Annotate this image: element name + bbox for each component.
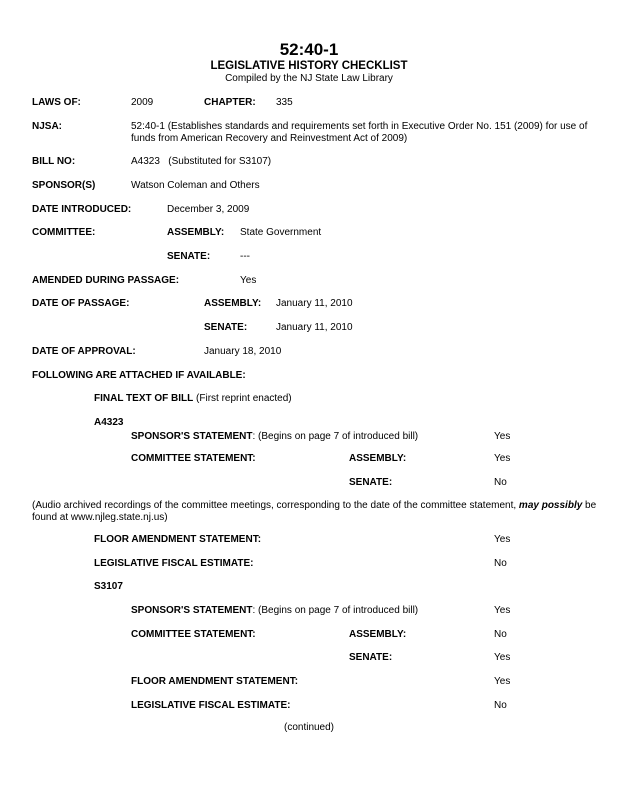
audio-note-pre: (Audio archived recordings of the committee meetings, corresponding to the date of the committee statement,	[32, 500, 519, 511]
a4323-fiscal-value: No	[494, 558, 507, 569]
final-text-note: (First reprint enacted)	[193, 393, 292, 404]
a4323-committee-label: COMMITTEE STATEMENT:	[131, 453, 256, 464]
s3107-fiscal-label: LEGISLATIVE FISCAL ESTIMATE:	[131, 700, 291, 711]
laws-of-value: 2009	[131, 97, 154, 108]
a4323-sponsor-value: Yes	[494, 431, 511, 442]
continued-note: (continued)	[283, 722, 335, 733]
committee-label: COMMITTEE:	[32, 227, 96, 238]
passage-assembly-value: January 11, 2010	[276, 298, 353, 309]
njsa-value: 52:40-1 (Establishes standards and requirements set forth in Executive Order No. 151 (2009) for use of funds from American Recovery and Reinvestment Act of 2009)	[131, 121, 588, 144]
amended-value: Yes	[240, 275, 257, 286]
a4323-assembly-label: ASSEMBLY:	[349, 453, 407, 464]
final-text-label: FINAL TEXT OF BILL	[94, 393, 194, 404]
a4323-assembly-value: Yes	[494, 453, 511, 464]
s3107-sponsor-value: Yes	[494, 605, 511, 616]
a4323-sponsor-note: : (Begins on page 7 of introduced bill)	[252, 431, 419, 442]
s3107-floor-value: Yes	[494, 676, 511, 687]
sponsors-value: Watson Coleman and Others	[131, 180, 260, 191]
committee-senate-value: ---	[240, 251, 250, 262]
date-introduced-value: December 3, 2009	[167, 204, 250, 215]
s3107-floor-label: FLOOR AMENDMENT STATEMENT:	[131, 676, 299, 687]
chapter-label: CHAPTER:	[204, 97, 256, 108]
attached-heading: FOLLOWING ARE ATTACHED IF AVAILABLE:	[32, 370, 246, 381]
approval-value: January 18, 2010	[204, 346, 282, 357]
s3107-sponsor-statement	[131, 605, 418, 617]
audio-note-post: be found at www.njleg.state.nj.us)	[32, 500, 597, 523]
document-subtitle: Compiled by the NJ State Law Library	[225, 73, 393, 84]
s3107-sponsor-note: : (Begins on page 7 of introduced bill)	[252, 605, 419, 616]
bill-no-value: A4323 (Substituted for S3107)	[131, 156, 272, 167]
a4323-bill-label: A4323	[94, 417, 124, 428]
passage-senate-label: SENATE:	[204, 322, 248, 333]
a4323-floor-value: Yes	[494, 534, 511, 545]
final-text-line	[94, 393, 292, 405]
s3107-senate-label: SENATE:	[349, 652, 393, 663]
s3107-sponsor-label: SPONSOR'S STATEMENT	[131, 605, 253, 616]
committee-assembly-label: ASSEMBLY:	[167, 227, 225, 238]
a4323-sponsor-statement	[131, 431, 418, 443]
bill-no-label: BILL NO:	[32, 156, 76, 167]
s3107-assembly-value: No	[494, 629, 507, 640]
passage-assembly-label: ASSEMBLY:	[204, 298, 262, 309]
njsa-label: NJSA:	[32, 121, 63, 132]
amended-label: AMENDED DURING PASSAGE:	[32, 275, 180, 286]
s3107-senate-value: Yes	[494, 652, 511, 663]
s3107-assembly-label: ASSEMBLY:	[349, 629, 407, 640]
s3107-fiscal-value: No	[494, 700, 507, 711]
a4323-sponsor-label: SPONSOR'S STATEMENT	[131, 431, 253, 442]
document-title: LEGISLATIVE HISTORY CHECKLIST	[210, 60, 408, 72]
s3107-committee-label: COMMITTEE STATEMENT:	[131, 629, 256, 640]
laws-of-label: LAWS OF:	[32, 97, 81, 108]
s3107-bill-label: S3107	[94, 581, 123, 592]
committee-assembly-value: State Government	[240, 227, 322, 238]
chapter-value: 335	[276, 97, 293, 108]
statute-number: 52:40-1	[279, 40, 339, 59]
passage-senate-value: January 11, 2010	[276, 322, 353, 333]
a4323-senate-value: No	[494, 477, 507, 488]
passage-label: DATE OF PASSAGE:	[32, 298, 130, 309]
date-introduced-label: DATE INTRODUCED:	[32, 204, 132, 215]
approval-label: DATE OF APPROVAL:	[32, 346, 136, 357]
sponsors-label: SPONSOR(S)	[32, 180, 96, 191]
a4323-senate-label: SENATE:	[349, 477, 393, 488]
a4323-floor-label: FLOOR AMENDMENT STATEMENT:	[94, 534, 262, 545]
a4323-fiscal-label: LEGISLATIVE FISCAL ESTIMATE:	[94, 558, 254, 569]
committee-senate-label: SENATE:	[167, 251, 211, 262]
audio-note-emphasis: may possibly	[518, 500, 583, 511]
audio-archive-note	[32, 500, 606, 524]
